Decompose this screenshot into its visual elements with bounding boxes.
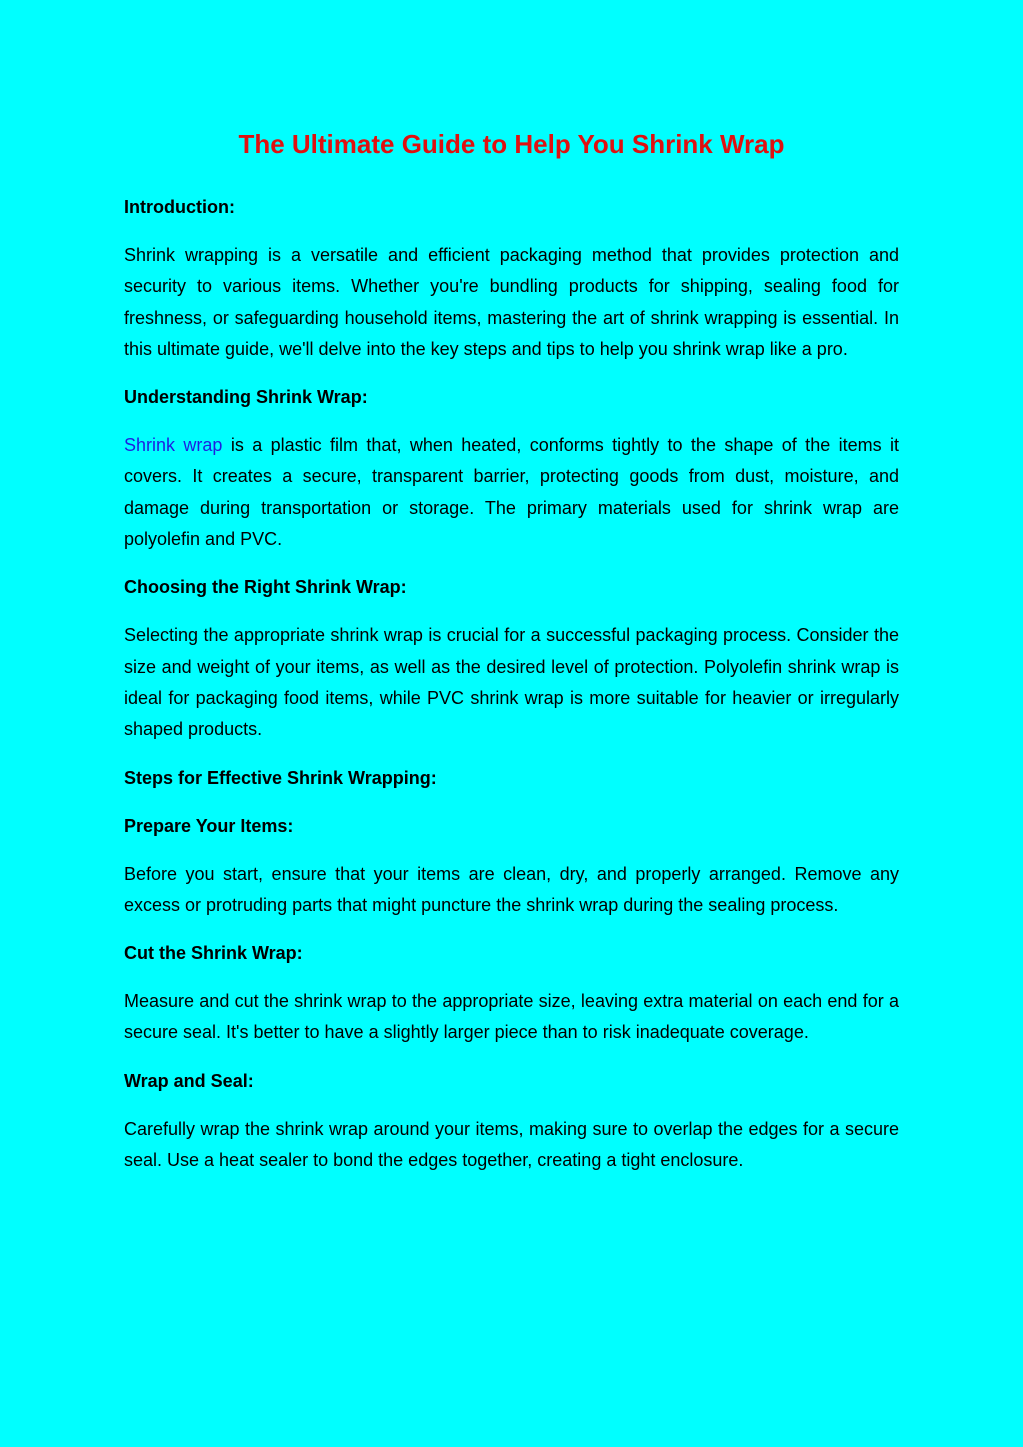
shrink-wrap-link[interactable]: Shrink wrap (124, 435, 223, 456)
document-page (124, 124, 899, 1193)
section-body-wrap: Carefully wrap the shrink wrap around your items, making sure to overlap the edges for a secure seal. Use a heat sealer to bond the edges together, creating a tight enclosure. (124, 1118, 899, 1171)
section-heading-understanding: Understanding Shrink Wrap: (124, 387, 368, 408)
section-body-prepare: Before you start, ensure that your items are clean, dry, and properly arranged. Remove any excess or protruding parts that might puncture the shrink wrap during the sealing process. (124, 863, 899, 915)
section-body-introduction: Shrink wrapping is a versatile and efficient packaging method that provides protection and security to various items. Whether you're bundling products for shipping, sealing food for freshness, or safeguarding household items, mastering the art of shrink wrapping is essential. In this ultimate guide, we'll delve into the key steps and tips to help you shrink wrap like a pro. (124, 245, 899, 359)
document-title: The Ultimate Guide to Help You Shrink Wrap (238, 129, 785, 159)
section-heading-steps: Steps for Effective Shrink Wrapping: (124, 767, 437, 788)
section-heading-wrap: Wrap and Seal: (124, 1070, 254, 1091)
section-heading-choosing: Choosing the Right Shrink Wrap: (124, 577, 407, 598)
section-body-choosing: Selecting the appropriate shrink wrap is crucial for a successful packaging process. Consider the size and weight of your items, as well as the desired level of protection. Polyolefin shrink wrap is ideal for packaging food items, while PVC shrink wrap is more suitable for heavier or irregularly shaped products. (124, 625, 899, 740)
section-body-cut: Measure and cut the shrink wrap to the appropriate size, leaving extra material on each end for a secure seal. It's better to have a slightly larger piece than to risk inadequate coverage. (124, 991, 899, 1043)
section-heading-cut: Cut the Shrink Wrap: (124, 943, 303, 964)
section-heading-prepare: Prepare Your Items: (124, 815, 294, 836)
section-heading-introduction: Introduction: (124, 197, 235, 217)
section-body-understanding (124, 430, 899, 555)
section-body-understanding-text: is a plastic film that, when heated, conforms tightly to the shape of the items it covers. It creates a secure, transparent barrier, protecting goods from dust, moisture, and damage during transportation or storage. The primary materials used for shrink wrap are polyolefin and PVC. (124, 435, 899, 550)
